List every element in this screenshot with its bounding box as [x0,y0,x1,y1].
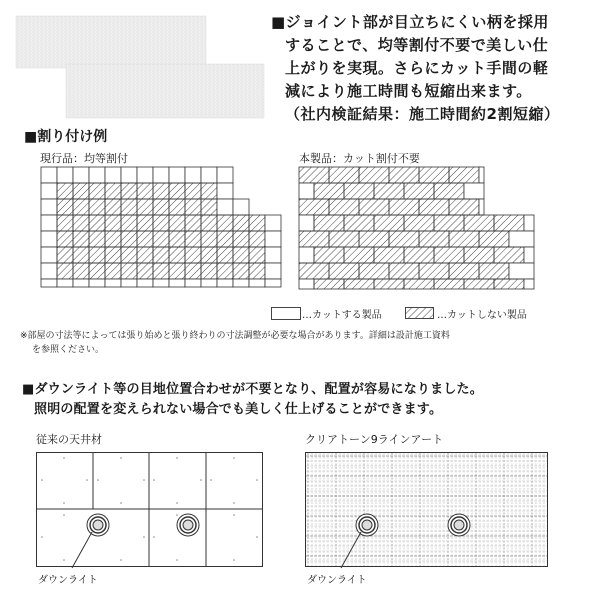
full-tile [201,231,217,247]
cut-tile [153,279,169,287]
full-tile [105,215,121,231]
full-tile [121,263,137,279]
full-tile [121,215,137,231]
full-tile [153,199,169,215]
downlight-icon [356,514,378,536]
full-tile [105,199,121,215]
intro-line: ■ジョイント部が目立ちにくい柄を採用 [271,13,549,31]
cut-tile [509,231,534,247]
full-tile [314,215,344,231]
full-tile [185,263,201,279]
full-tile [137,247,153,263]
full-tile [121,199,137,215]
cut-tile [41,183,57,199]
full-tile [494,279,524,289]
full-tile [389,199,419,215]
full-tile [217,231,233,247]
full-tile [73,247,89,263]
full-tile [479,263,509,279]
full-tile [314,183,344,199]
full-tile [464,247,494,263]
full-tile [105,263,121,279]
full-tile [153,183,169,199]
full-tile [153,215,169,231]
full-tile [249,215,265,231]
full-tile [299,231,329,247]
intro-line: 減により施工時間も短縮出来ます。 [285,82,532,100]
legend-no-cut-swatch [405,307,435,320]
cut-tile [169,279,185,287]
full-tile [89,247,105,263]
lineart-ceiling-label: クリアトーン9ラインアート [305,433,444,446]
full-tile [137,183,153,199]
current-layout-diagram [40,166,280,306]
downlight-icon [448,514,470,536]
cut-tile [89,279,105,287]
cut-tile [41,199,57,215]
full-tile [169,183,185,199]
cut-tile [185,279,201,287]
full-tile [105,183,121,199]
full-tile [449,231,479,247]
full-tile [233,263,249,279]
full-tile [73,231,89,247]
cut-tile [509,263,534,279]
full-tile [344,215,374,231]
cut-tile [121,167,137,183]
full-tile [344,183,374,199]
full-tile [57,247,73,263]
full-tile [105,231,121,247]
cut-tile [57,167,73,183]
full-tile [249,247,265,263]
full-tile [299,263,329,279]
full-tile [57,263,73,279]
layout-note [20,329,450,357]
cut-tile [524,247,534,263]
legend-cut-swatch [271,307,301,320]
full-tile [217,247,233,263]
full-tile [494,247,524,263]
full-tile [359,199,389,215]
legend-cut-label: …カットする製品 [302,310,382,321]
full-tile [329,263,359,279]
intro-paragraph [271,11,559,126]
full-tile [404,215,434,231]
full-tile [89,215,105,231]
cut-tile [121,279,137,287]
full-tile [249,263,265,279]
cut-tile [217,183,233,199]
cut-tile [233,199,249,215]
full-tile [329,199,359,215]
note-line: ※部屋の寸法等によっては張り始めと張り終わりの寸法調整が必要な場合があります。詳細は設計施工資料 [20,331,450,341]
full-tile [201,199,217,215]
full-tile [419,199,449,215]
cut-tile [105,167,121,183]
cut-tile [105,279,121,287]
full-tile [233,247,249,263]
full-tile [169,231,185,247]
full-tile [449,167,479,183]
full-tile [137,199,153,215]
full-tile [434,247,464,263]
full-tile [201,215,217,231]
full-tile [137,263,153,279]
full-tile [185,183,201,199]
full-tile [404,183,434,199]
full-tile [434,279,464,289]
cut-tile [217,199,233,215]
full-tile [89,231,105,247]
full-tile [169,199,185,215]
full-tile [374,247,404,263]
full-tile [359,167,389,183]
full-tile [153,263,169,279]
layout-heading: ■割り付け例 [24,129,108,145]
cut-tile [479,167,484,183]
full-tile [359,263,389,279]
full-tile [57,215,73,231]
full-tile [217,215,233,231]
full-tile [201,247,217,263]
current-grid [41,167,281,287]
full-tile [389,231,419,247]
full-tile [185,247,201,263]
new-product-label: 本製品：カット割付不要 [299,152,420,165]
full-tile [201,263,217,279]
full-tile [57,199,73,215]
cut-tile [464,183,484,199]
cut-tile [233,279,249,287]
full-tile [137,215,153,231]
conventional-ceiling-label: 従来の天井材 [36,433,102,446]
cut-tile [185,167,201,183]
cut-tile [299,279,314,289]
cut-tile [299,215,314,231]
downlight-line: 照明の配置を変えられない場合でも美しく仕上げることができます。 [34,402,443,417]
cut-tile [265,215,281,231]
cut-tile [299,247,314,263]
cut-tile [249,279,265,287]
cut-tile [217,279,233,287]
full-tile [153,231,169,247]
full-tile [105,247,121,263]
full-tile [185,199,201,215]
new-layout-diagram [298,166,542,306]
cut-tile [89,167,105,183]
full-tile [314,247,344,263]
cut-tile [153,167,169,183]
cut-tile [73,279,89,287]
full-tile [73,263,89,279]
cut-tile [41,167,57,183]
full-tile [434,183,464,199]
full-tile [121,247,137,263]
full-tile [121,183,137,199]
full-tile [185,215,201,231]
full-tile [185,231,201,247]
full-tile [464,279,494,289]
full-tile [344,279,374,289]
full-tile [314,279,344,289]
legend-no-cut-label: …カットしない製品 [437,310,527,321]
full-tile [344,247,374,263]
cut-tile [265,263,281,279]
cut-tile [299,183,314,199]
cut-tile [265,247,281,263]
full-tile [494,215,524,231]
cut-tile [479,199,484,215]
full-tile [464,215,494,231]
tile-sample-back [16,16,206,68]
full-tile [374,215,404,231]
cut-tile [169,167,185,183]
full-tile [404,279,434,289]
cut-tile [201,279,217,287]
downlight-label: ダウンライト [307,575,367,586]
cut-tile [41,215,57,231]
full-tile [404,247,434,263]
tile-sample-front [66,64,264,118]
full-tile [329,167,359,183]
intro-line: 上がりを実現。さらにカット手間の軽 [285,59,549,77]
full-tile [137,231,153,247]
full-tile [419,263,449,279]
full-tile [419,167,449,183]
cut-tile [524,279,534,289]
cut-tile [41,231,57,247]
downlight-icon [87,514,109,536]
intro-line: することで、均等割付不要で美しい仕 [285,36,549,54]
full-tile [73,183,89,199]
full-tile [89,199,105,215]
downlight-line: ■ダウンライト等の目地位置合わせが不要となり、配置が容易になりました。 [22,382,483,397]
full-tile [374,183,404,199]
full-tile [121,231,137,247]
cut-tile [265,279,281,287]
full-tile [89,183,105,199]
full-tile [449,199,479,215]
cut-tile [41,263,57,279]
full-tile [169,263,185,279]
new-grid [299,167,534,289]
tile-sample-illustration [16,16,266,120]
full-tile [89,263,105,279]
full-tile [73,215,89,231]
full-tile [374,279,404,289]
cut-tile [137,279,153,287]
full-tile [329,231,359,247]
full-tile [389,263,419,279]
full-tile [479,231,509,247]
full-tile [434,215,464,231]
full-tile [201,183,217,199]
full-tile [299,167,329,183]
cut-tile [57,279,73,287]
downlight-paragraph [22,380,483,420]
cut-tile [73,167,89,183]
intro-line: （社内検証結果：施工時間約2割短縮） [285,105,560,123]
full-tile [449,263,479,279]
full-tile [299,199,329,215]
cut-tile [41,279,57,287]
cut-tile [201,167,217,183]
note-line: を参照ください。 [32,345,105,355]
full-tile [419,231,449,247]
full-tile [233,231,249,247]
full-tile [389,167,419,183]
cut-tile [41,247,57,263]
full-tile [153,247,169,263]
cut-tile [524,215,534,231]
cut-tile [217,167,233,183]
current-product-label: 現行品：均等割付 [40,152,128,165]
downlight-label: ダウンライト [38,575,98,586]
full-tile [169,215,185,231]
cut-tile [137,167,153,183]
downlight-icon [177,514,199,536]
full-tile [233,215,249,231]
full-tile [57,231,73,247]
full-tile [359,231,389,247]
full-tile [169,247,185,263]
full-tile [249,231,265,247]
full-tile [73,199,89,215]
full-tile [217,263,233,279]
full-tile [57,183,73,199]
cut-tile [265,231,281,247]
